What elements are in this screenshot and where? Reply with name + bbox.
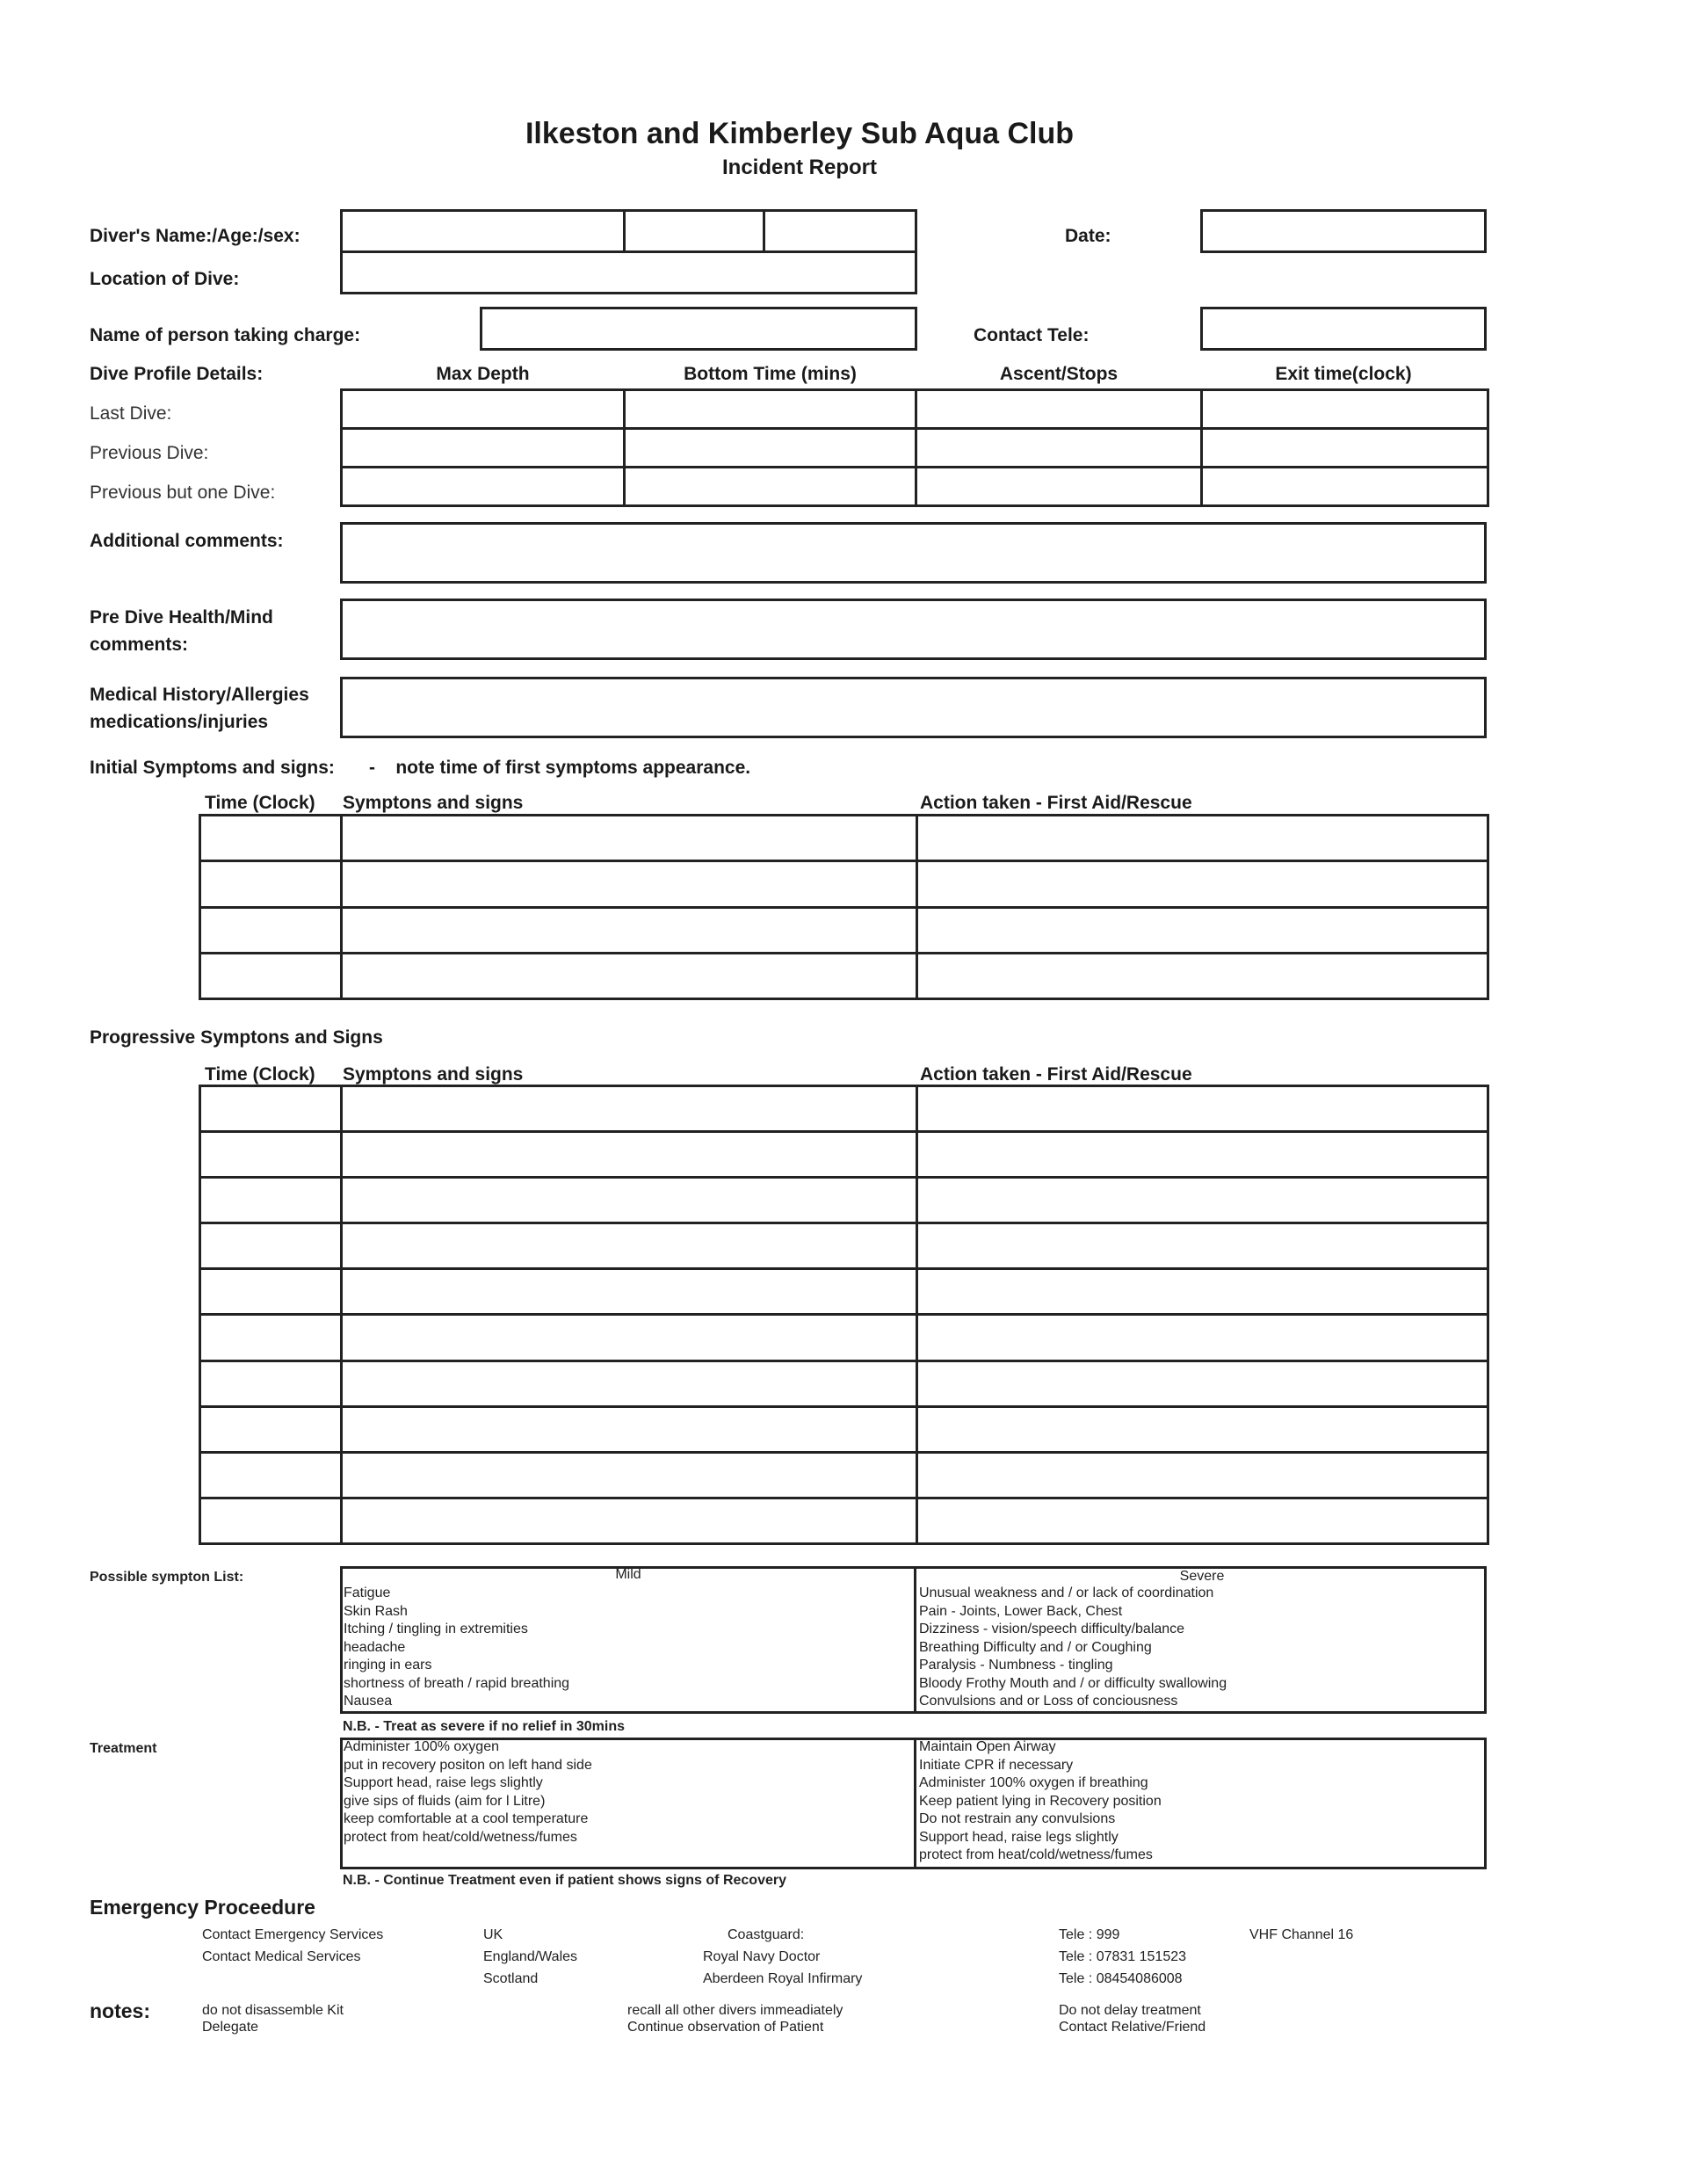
table-cell[interactable] (916, 468, 1202, 506)
table-cell[interactable] (917, 907, 1488, 953)
table-cell[interactable] (917, 1132, 1488, 1178)
emergency-contact-2: Royal Navy Doctor (703, 1949, 821, 1964)
emergency-label: Emergency Proceedure (90, 1896, 315, 1919)
table-cell[interactable] (342, 1132, 917, 1178)
progressive-col-symptoms: Symptons and signs (343, 1064, 524, 1085)
list-item: keep comfortable at a cool temperature (344, 1811, 589, 1826)
severe-header: Severe (1179, 1569, 1225, 1584)
table-cell[interactable] (200, 1086, 342, 1132)
table-cell[interactable] (917, 1178, 1488, 1223)
emergency-contact-3: Aberdeen Royal Infirmary (703, 1971, 863, 1986)
table-cell[interactable] (625, 429, 916, 468)
notes-col3-2: Contact Relative/Friend (1059, 2020, 1206, 2035)
list-item: Support head, raise legs slightly (919, 1829, 1119, 1845)
table-cell[interactable] (917, 1498, 1488, 1543)
emergency-region-2: England/Wales (483, 1949, 578, 1964)
mild-header: Mild (615, 1567, 641, 1582)
table-cell[interactable] (342, 429, 625, 468)
table-cell[interactable] (200, 1223, 342, 1269)
col-ascent-stops: Ascent/Stops (999, 364, 1119, 384)
table-cell[interactable] (917, 1315, 1488, 1360)
table-cell[interactable] (200, 816, 342, 861)
list-item: shortness of breath / rapid breathing (344, 1675, 570, 1691)
table-cell[interactable] (917, 816, 1488, 861)
table-cell[interactable] (200, 953, 342, 998)
notes-col2-2: Continue observation of Patient (627, 2020, 824, 2035)
list-item: Administer 100% oxygen (344, 1739, 499, 1754)
table-cell[interactable] (200, 1498, 342, 1543)
list-item: Administer 100% oxygen if breathing (919, 1775, 1148, 1790)
progressive-col-time: Time (Clock) (205, 1064, 315, 1085)
form-title: Ilkeston and Kimberley Sub Aqua Club (525, 117, 1075, 150)
list-item: headache (344, 1639, 406, 1655)
list-item: Skin Rash (344, 1603, 408, 1619)
initial-symptoms-note: - note time of first symptoms appearance. (369, 758, 751, 778)
mild-treatment-list (344, 1738, 592, 1847)
table-cell[interactable] (625, 468, 916, 506)
additional-comments-field[interactable] (340, 522, 1487, 584)
table-row (200, 907, 1488, 953)
table-row (200, 1498, 1488, 1543)
mild-symptom-list (344, 1585, 569, 1711)
emergency-region-3: Scotland (483, 1971, 539, 1986)
table-cell[interactable] (342, 816, 917, 861)
table-row (342, 468, 1488, 506)
table-cell[interactable] (917, 953, 1488, 998)
table-row (200, 1223, 1488, 1269)
table-cell[interactable] (342, 907, 917, 953)
list-item: Fatigue (344, 1585, 391, 1600)
dive-profile-table (340, 388, 1489, 507)
contact-tele-field[interactable] (1200, 307, 1487, 351)
table-row (200, 1406, 1488, 1452)
medical-history-field[interactable] (340, 677, 1487, 738)
progressive-symptoms-label: Progressive Symptons and Signs (90, 1027, 383, 1048)
table-cell[interactable] (200, 1178, 342, 1223)
table-cell[interactable] (1202, 429, 1488, 468)
table-cell[interactable] (200, 1452, 342, 1498)
divers-name-label: Diver's Name:/Age:/sex: (90, 226, 300, 246)
table-cell[interactable] (917, 1452, 1488, 1498)
notes-col3-1: Do not delay treatment (1059, 2003, 1201, 2018)
form-subtitle: Incident Report (721, 156, 877, 179)
col-bottom-time: Bottom Time (mins) (684, 364, 857, 384)
table-cell[interactable] (342, 1269, 917, 1315)
pre-dive-comments-field[interactable] (340, 599, 1487, 660)
table-row (342, 429, 1488, 468)
notes-col1-1: do not disassemble Kit (202, 2003, 344, 2018)
symptom-list-note: N.B. - Treat as severe if no relief in 30mins (343, 1719, 626, 1734)
table-cell[interactable] (342, 1315, 917, 1360)
emergency-extra-1: VHF Channel 16 (1249, 1927, 1354, 1942)
list-item: Keep patient lying in Recovery position (919, 1793, 1162, 1809)
list-item: Breathing Difficulty and / or Coughing (919, 1639, 1152, 1655)
table-row (200, 1269, 1488, 1315)
table-cell[interactable] (917, 1360, 1488, 1406)
table-cell[interactable] (342, 390, 625, 429)
col-exit-time: Exit time(clock) (1275, 364, 1412, 384)
list-item: Pain - Joints, Lower Back, Chest (919, 1603, 1123, 1619)
person-in-charge-label: Name of person taking charge: (90, 325, 361, 345)
table-cell[interactable] (342, 1498, 917, 1543)
table-cell[interactable] (342, 1406, 917, 1452)
treatment-note: N.B. - Continue Treatment even if patient shows signs of Recovery (343, 1873, 786, 1888)
symptom-list-divider (914, 1566, 916, 1714)
initial-symptoms-label: Initial Symptoms and signs: (90, 758, 335, 778)
table-cell[interactable] (625, 390, 916, 429)
date-field[interactable] (1200, 209, 1487, 253)
list-item: Convulsions and or Loss of conciousness (919, 1694, 1178, 1709)
progressive-symptoms-table (199, 1085, 1489, 1545)
table-cell[interactable] (917, 861, 1488, 907)
list-item: Itching / tingling in extremities (344, 1622, 528, 1636)
table-cell[interactable] (342, 953, 917, 998)
table-cell[interactable] (1202, 390, 1488, 429)
medical-history-label-2: medications/injuries (90, 712, 269, 732)
table-row (200, 1360, 1488, 1406)
list-item: protect from heat/cold/wetness/fumes (344, 1829, 577, 1845)
location-label: Location of Dive: (90, 269, 240, 289)
divers-name-field[interactable] (340, 209, 626, 253)
medical-history-label-1: Medical History/Allergies (90, 685, 309, 705)
emergency-service-1: Contact Emergency Services (202, 1927, 384, 1942)
table-cell[interactable] (917, 1269, 1488, 1315)
table-cell[interactable] (917, 1086, 1488, 1132)
table-cell[interactable] (342, 1452, 917, 1498)
initial-symptoms-table (199, 814, 1489, 1000)
severe-symptom-list (919, 1585, 1227, 1711)
list-item: put in recovery positon on left hand side (344, 1757, 592, 1773)
table-cell[interactable] (342, 1178, 917, 1223)
table-row (200, 1178, 1488, 1223)
treatment-divider (914, 1738, 916, 1869)
table-cell[interactable] (917, 1406, 1488, 1452)
initial-col-symptoms: Symptons and signs (343, 793, 524, 813)
location-field[interactable] (340, 250, 917, 294)
table-cell[interactable] (916, 429, 1202, 468)
list-item: Paralysis - Numbness - tingling (919, 1658, 1113, 1672)
symptom-list-label: Possible sympton List: (90, 1570, 244, 1585)
table-cell[interactable] (342, 861, 917, 907)
table-row (342, 390, 1488, 429)
list-item: protect from heat/cold/wetness/fumes (919, 1847, 1153, 1862)
progressive-col-action: Action taken - First Aid/Rescue (920, 1064, 1192, 1085)
list-item: give sips of fluids (aim for l Litre) (344, 1793, 546, 1809)
list-item: Do not restrain any convulsions (919, 1811, 1116, 1826)
table-cell[interactable] (200, 1132, 342, 1178)
additional-comments-label: Additional comments: (90, 531, 284, 551)
dive-profile-label: Dive Profile Details: (90, 364, 264, 384)
table-cell[interactable] (917, 1223, 1488, 1269)
divers-sex-field[interactable] (763, 209, 917, 253)
emergency-tele-2: Tele : 07831 151523 (1059, 1949, 1187, 1964)
emergency-service-2: Contact Medical Services (202, 1949, 361, 1964)
table-cell[interactable] (200, 907, 342, 953)
row-previous-but-one-dive: Previous but one Dive: (90, 483, 276, 503)
list-item: Initiate CPR if necessary (919, 1757, 1074, 1773)
list-item: Support head, raise legs slightly (344, 1775, 543, 1790)
date-label: Date: (1065, 226, 1111, 246)
contact-tele-label: Contact Tele: (974, 325, 1090, 345)
notes-col2-1: recall all other divers immeadiately (627, 2003, 844, 2018)
table-row (200, 1132, 1488, 1178)
table-cell[interactable] (916, 390, 1202, 429)
table-row (200, 953, 1488, 998)
list-item: Maintain Open Airway (919, 1739, 1056, 1754)
list-item: Unusual weakness and / or lack of coordination (919, 1585, 1214, 1600)
table-cell[interactable] (342, 1360, 917, 1406)
col-max-depth: Max Depth (436, 364, 530, 384)
person-in-charge-field[interactable] (480, 307, 917, 351)
row-last-dive: Last Dive: (90, 403, 172, 424)
emergency-region-1: UK (483, 1927, 503, 1942)
list-item: ringing in ears (344, 1658, 432, 1672)
initial-col-action: Action taken - First Aid/Rescue (920, 793, 1192, 813)
table-cell[interactable] (200, 1269, 342, 1315)
row-previous-dive: Previous Dive: (90, 443, 209, 463)
list-item: Nausea (344, 1694, 393, 1709)
table-row (200, 1086, 1488, 1132)
table-cell[interactable] (200, 1315, 342, 1360)
emergency-tele-1: Tele : 999 (1059, 1927, 1120, 1942)
table-cell[interactable] (200, 1406, 342, 1452)
table-cell[interactable] (342, 468, 625, 506)
table-row (200, 1452, 1488, 1498)
notes-label: notes: (90, 1999, 150, 2022)
table-row (200, 861, 1488, 907)
notes-col1-2: Delegate (202, 2020, 259, 2035)
pre-dive-label-1: Pre Dive Health/Mind (90, 607, 273, 628)
table-cell[interactable] (200, 1360, 342, 1406)
table-row (200, 816, 1488, 861)
list-item: Bloody Frothy Mouth and / or difficulty swallowing (919, 1675, 1227, 1691)
table-row (200, 1315, 1488, 1360)
emergency-contact-1: Coastguard: (728, 1927, 805, 1942)
list-item: Dizziness - vision/speech difficulty/balance (919, 1622, 1185, 1636)
divers-age-field[interactable] (623, 209, 765, 253)
table-cell[interactable] (342, 1223, 917, 1269)
emergency-tele-3: Tele : 08454086008 (1059, 1971, 1183, 1986)
table-cell[interactable] (200, 861, 342, 907)
severe-treatment-list (919, 1738, 1162, 1865)
pre-dive-label-2: comments: (90, 635, 189, 655)
table-cell[interactable] (1202, 468, 1488, 506)
initial-col-time: Time (Clock) (205, 793, 315, 813)
table-cell[interactable] (342, 1086, 917, 1132)
treatment-label: Treatment (90, 1741, 157, 1756)
